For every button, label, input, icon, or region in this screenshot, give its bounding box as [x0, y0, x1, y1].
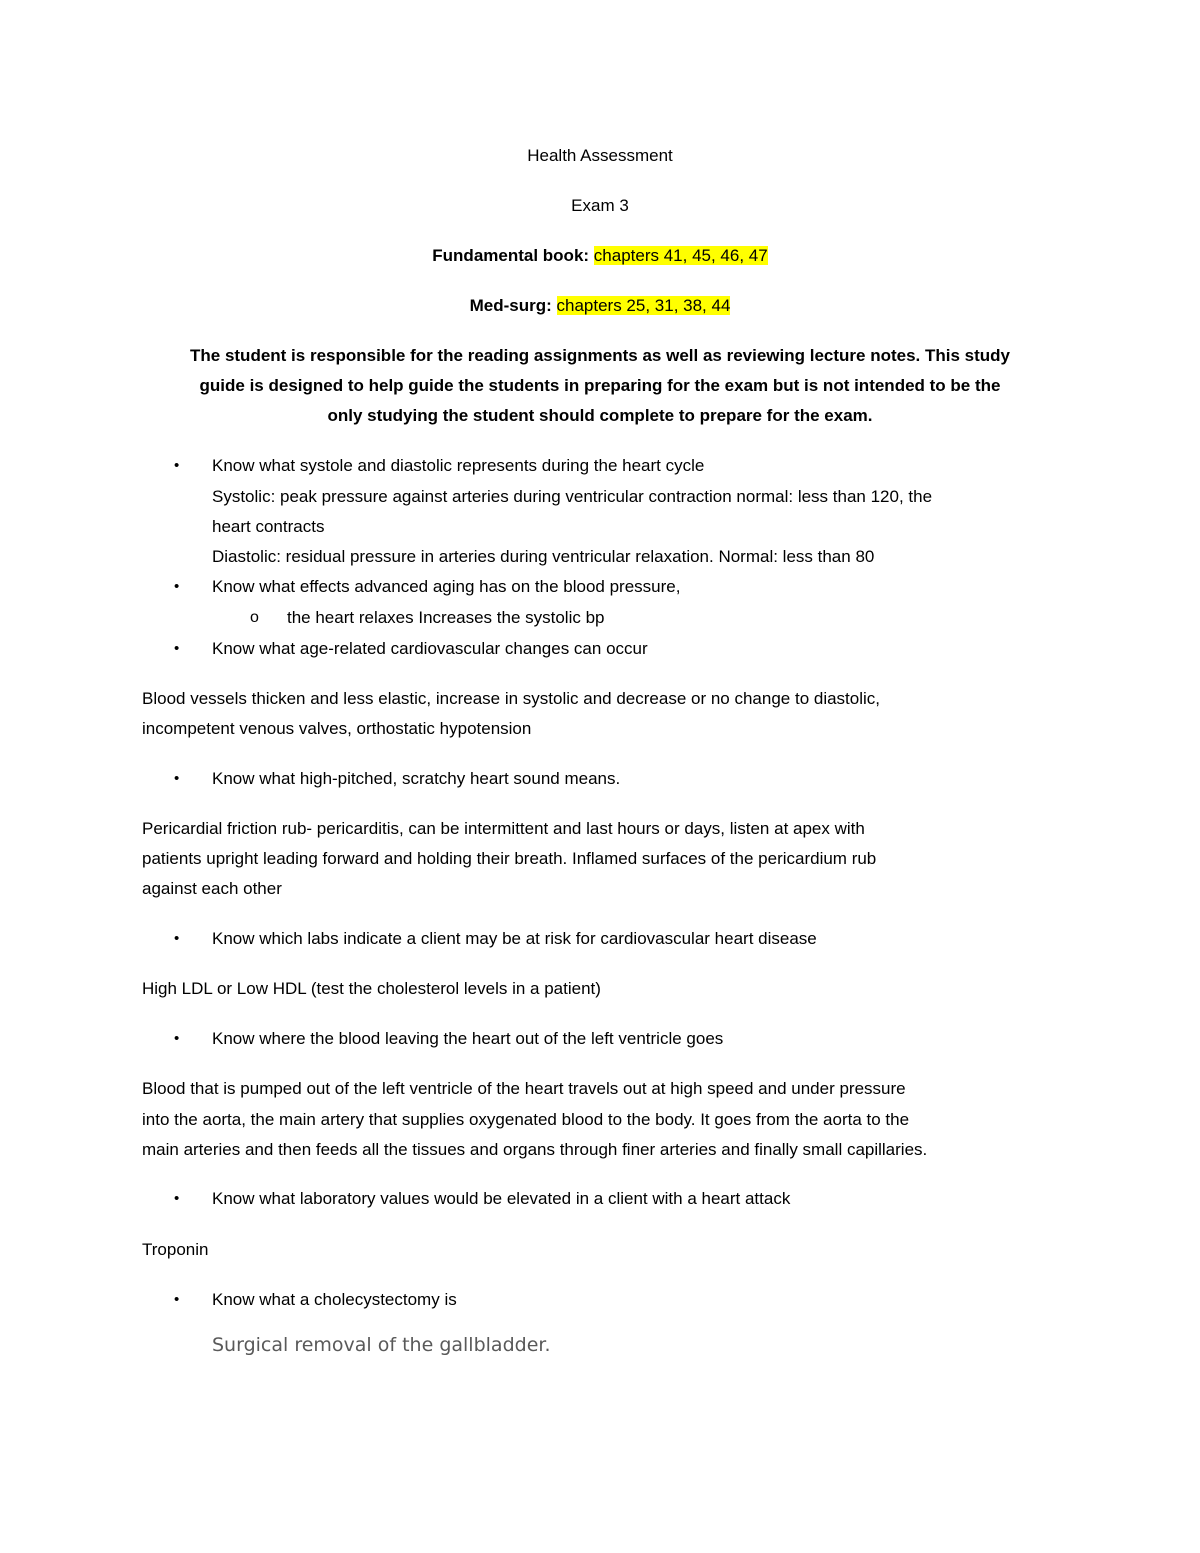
disclaimer-line: only studying the student should complete to prepare for the exam.: [327, 406, 873, 425]
study-sub-item: the heart relaxes Increases the systolic bp: [287, 608, 605, 627]
fundamental-book-label: Fundamental book:: [432, 246, 590, 265]
document-title: Health Assessment: [527, 146, 673, 165]
study-question: Know what age-related cardiovascular changes can occur: [212, 639, 648, 658]
bullet-icon: •: [174, 640, 180, 657]
study-answer-line: against each other: [142, 879, 282, 898]
study-answer-line: patients upright leading forward and holding their breath. Inflamed surfaces of the pericardium rub: [142, 849, 877, 868]
study-question: Know what laboratory values would be elevated in a client with a heart attack: [212, 1189, 791, 1208]
study-answer-line: Diastolic: residual pressure in arteries during ventricular relaxation. Normal: less than 80: [212, 547, 875, 566]
bullet-icon: •: [174, 1291, 180, 1308]
bullet-icon: •: [174, 457, 180, 474]
study-question: Know which labs indicate a client may be at risk for cardiovascular heart disease: [212, 929, 817, 948]
fundamental-book-line: [0, 245, 1200, 267]
study-answer-line: into the aorta, the main artery that supplies oxygenated blood to the body. It goes from the aorta to the: [142, 1110, 910, 1129]
sub-bullet-icon: o: [250, 609, 259, 626]
study-answer-line: Blood vessels thicken and less elastic, increase in systolic and decrease or no change to diastolic,: [142, 689, 881, 708]
study-answer-line: High LDL or Low HDL (test the cholesterol levels in a patient): [142, 979, 601, 998]
study-question: Know what effects advanced aging has on the blood pressure,: [212, 577, 681, 596]
study-answer-line: incompetent venous valves, orthostatic hypotension: [142, 719, 532, 738]
bullet-icon: •: [174, 578, 180, 595]
bullet-icon: •: [174, 930, 180, 947]
fundamental-book-chapters: chapters 41, 45, 46, 47: [593, 246, 768, 265]
bullet-icon: •: [174, 1190, 180, 1207]
study-answer-line: Systolic: peak pressure against arteries during ventricular contraction normal: less than 120, the: [212, 487, 933, 506]
med-surg-chapters: chapters 25, 31, 38, 44: [556, 296, 731, 315]
study-answer-line: Blood that is pumped out of the left ventricle of the heart travels out at high speed and under pressure: [142, 1079, 906, 1098]
study-answer-line: heart contracts: [212, 517, 325, 536]
med-surg-label: Med-surg:: [469, 296, 552, 315]
disclaimer-line: The student is responsible for the reading assignments as well as reviewing lecture notes. This study: [190, 346, 1010, 365]
med-surg-line: [0, 295, 1200, 317]
bullet-icon: •: [174, 1030, 180, 1047]
study-answer-line: Pericardial friction rub- pericarditis, can be intermittent and last hours or days, listen at apex with: [142, 819, 865, 838]
study-question: Know what systole and diastolic represents during the heart cycle: [212, 456, 705, 475]
study-answer-line: main arteries and then feeds all the tissues and organs through finer arteries and finally small capillaries.: [142, 1140, 928, 1159]
study-answer-line: Troponin: [142, 1240, 209, 1259]
study-question: Know what a cholecystectomy is: [212, 1290, 457, 1309]
bullet-icon: •: [174, 770, 180, 787]
study-question: Know where the blood leaving the heart out of the left ventricle goes: [212, 1029, 724, 1048]
disclaimer-line: guide is designed to help guide the students in preparing for the exam but is not intended to be the: [199, 376, 1001, 395]
study-answer-line: Surgical removal of the gallbladder.: [212, 1334, 551, 1356]
document-subtitle: Exam 3: [571, 196, 629, 215]
study-question: Know what high-pitched, scratchy heart sound means.: [212, 769, 621, 788]
